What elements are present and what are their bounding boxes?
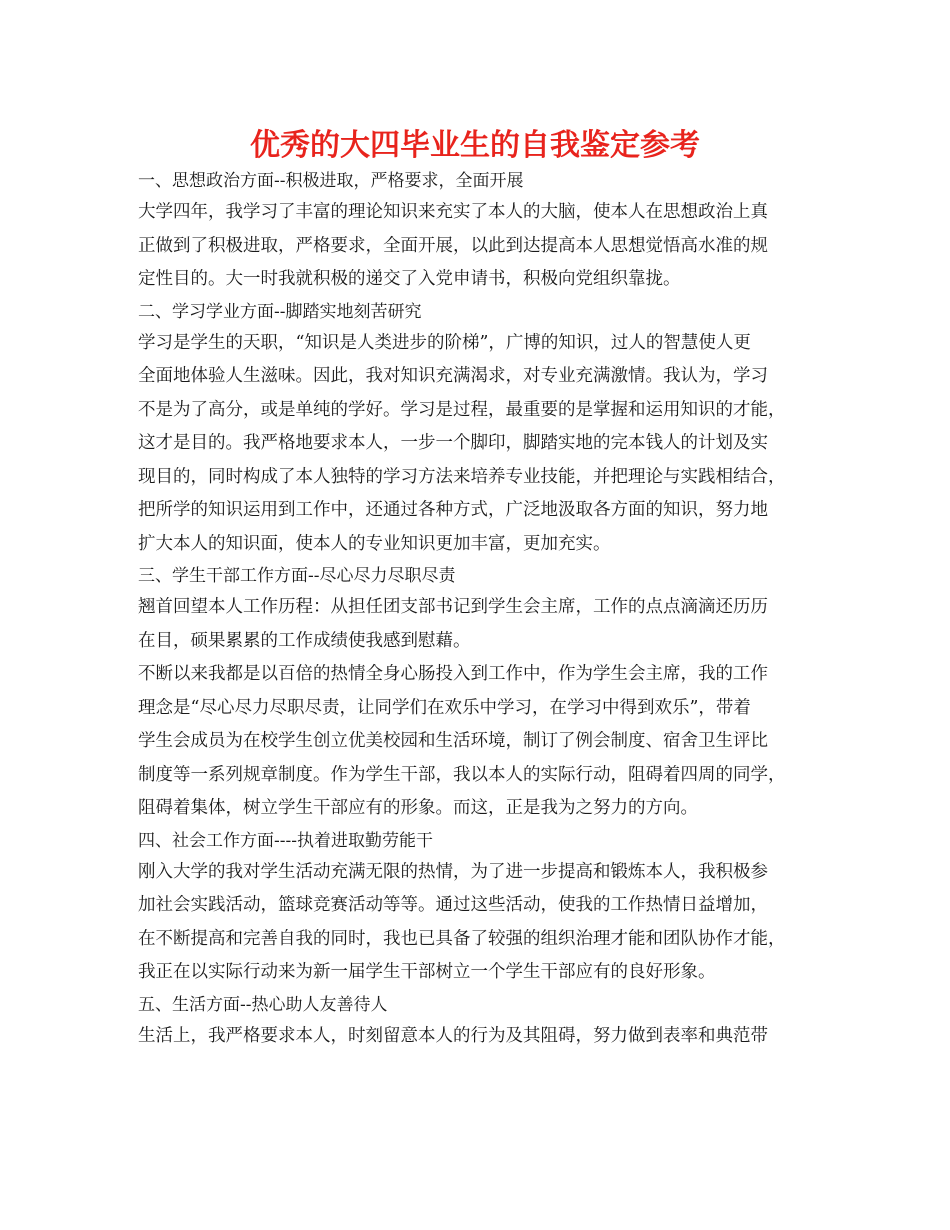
- text-line: 刚入大学的我对学生活动充满无限的热情，为了进一步提高和锻炼本人，我积极参: [138, 861, 768, 882]
- text-line: 理念是“尽心尽力尽职尽责，让同学们在欢乐中学习，在学习中得到欢乐”，带着: [138, 697, 751, 718]
- section-heading-5: 五、生活方面--热心助人友善待人: [138, 994, 388, 1015]
- section-heading-2: 二、学习学业方面--脚踏实地刻苦研究: [138, 301, 422, 322]
- text-line: 学生会成员为在校学生创立优美校园和生活环境，制订了例会制度、宿舍卫生评比: [138, 731, 768, 751]
- text-line: 在不断提高和完善自我的同时，我也已具备了较强的组织治理才能和团队协作才能，: [138, 928, 786, 949]
- section-heading-4: 四、社会工作方面----执着进取勤劳能干: [138, 830, 433, 851]
- text-line: 全面地体验人生滋味。因此，我对知识充满渴求，对专业充满激情。我认为，学习: [138, 366, 768, 386]
- text-line: 加社会实践活动，篮球竞赛活动等等。通过这些活动，使我的工作热情日益增加，: [138, 895, 768, 915]
- text-line: 生活上，我严格要求本人，时刻留意本人的行为及其阻碍，努力做到表率和典范带: [138, 1025, 768, 1046]
- text-line: 扩大本人的知识面，使本人的专业知识更加丰富，更加充实。: [138, 533, 611, 554]
- paragraph: [138, 196, 822, 297]
- section-heading-1: 一、思想政治方面--积极进取，严格要求，全面开展: [138, 171, 524, 191]
- section-heading-3: 三、学生干部工作方面--尽心尽力尽职尽责: [138, 566, 456, 586]
- text-line: 定性目的。大一时我就积极的递交了入党申请书，积极向党组织靠拢。: [138, 269, 681, 289]
- paragraph: [138, 591, 822, 658]
- text-line: 我正在以实际行动来为新一届学生干部树立一个学生干部应有的良好形象。: [138, 962, 716, 982]
- text-line: 阻碍着集体，树立学生干部应有的形象。而这，正是我为之努力的方向。: [138, 798, 698, 818]
- paragraph: [138, 327, 822, 562]
- text-line: 大学四年，我学习了丰富的理论知识来充实了本人的大脑，使本人在思想政治上真: [138, 202, 768, 222]
- document-title: 优秀的大四毕业生的自我鉴定参考: [250, 128, 700, 163]
- text-line: 不是为了高分，或是单纯的学好。学习是过程，最重要的是掌握和运用知识的才能，: [138, 399, 786, 420]
- text-line: 不断以来我都是以百倍的热情全身心肠投入到工作中，作为学生会主席，我的工作: [138, 664, 768, 684]
- document-body: [138, 166, 822, 1053]
- paragraph: [138, 856, 822, 990]
- text-line: 正做到了积极进取，严格要求，全面开展，以此到达提高本人思想觉悟高水准的规: [138, 235, 768, 256]
- text-line: 学习是学生的天职，“知识是人类进步的阶梯”，广博的知识，过人的智慧使人更: [138, 332, 751, 353]
- text-line: 这才是目的。我严格地要求本人，一步一个脚印，脚踏实地的完本钱人的计划及实: [138, 433, 768, 453]
- paragraph: [138, 658, 822, 826]
- text-line: 在目，硕果累累的工作成绩使我感到慰藉。: [138, 630, 471, 651]
- text-line: 把所学的知识运用到工作中，还通过各种方式，广泛地汲取各方面的知识，努力地: [138, 500, 768, 520]
- text-line: 制度等一系列规章制度。作为学生干部，我以本人的实际行动，阻碍着四周的同学，: [138, 764, 786, 785]
- text-line: 翘首回望本人工作历程：从担任团支部书记到学生会主席，工作的点点滴滴还历历: [138, 597, 768, 617]
- text-line: 现目的，同时构成了本人独特的学习方法来培养专业技能，并把理论与实践相结合，: [138, 466, 786, 487]
- paragraph: [138, 1020, 822, 1054]
